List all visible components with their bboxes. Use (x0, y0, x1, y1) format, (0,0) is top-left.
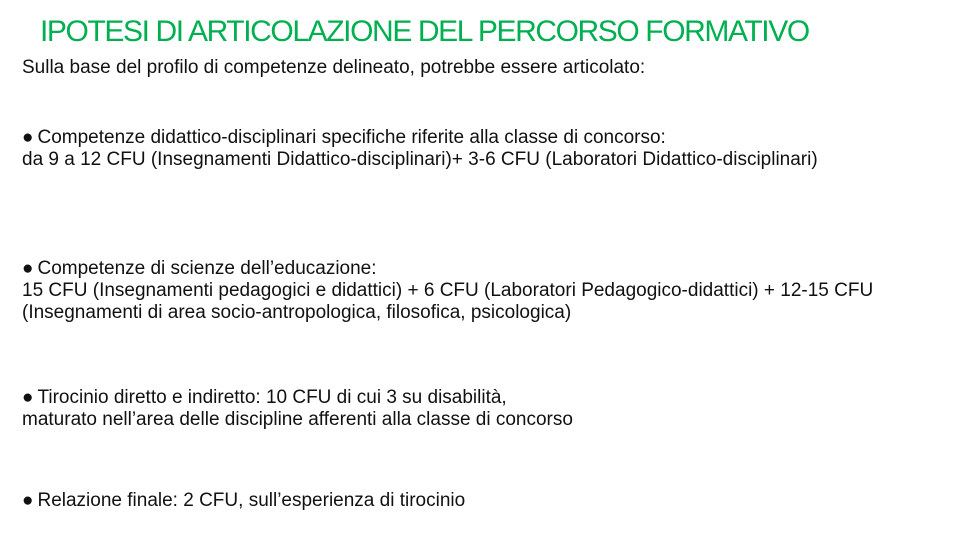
bullet-icon: ● (22, 490, 34, 511)
item-heading-text: Competenze di scienze dell’educazione: (37, 258, 377, 279)
item-heading (22, 258, 947, 280)
list-item (22, 387, 947, 431)
item-heading (22, 127, 947, 149)
item-heading-text: Competenze didattico-disciplinari specifiche riferite alla classe di concorso: (37, 127, 666, 148)
bullet-icon: ● (22, 258, 34, 279)
bullet-icon: ● (22, 387, 34, 408)
list-item (22, 490, 947, 512)
slide-title: IPOTESI DI ARTICOLAZIONE DEL PERCORSO FORMATIVO (40, 15, 809, 48)
item-heading-text: Tirocinio diretto e indiretto: 10 CFU di cui 3 su disabilità, (37, 387, 507, 408)
bullet-icon: ● (22, 127, 34, 148)
item-detail: da 9 a 12 CFU (Insegnamenti Didattico-disciplinari)+ 3-6 CFU (Laboratori Didattico-disciplinari) (22, 149, 818, 170)
intro-text: Sulla base del profilo di competenze delineato, potrebbe essere articolato: (22, 57, 646, 78)
item-detail: 15 CFU (Insegnamenti pedagogici e didattici) + 6 CFU (Laboratori Pedagogico-didattici) + 12-15 CFU (Insegnamenti di area socio-antropologica, filosofica, psicologica) (22, 280, 874, 323)
item-heading (22, 387, 947, 409)
item-heading-text: Relazione finale: 2 CFU, sull’esperienza di tirocinio (37, 490, 466, 511)
list-item (22, 127, 947, 171)
list-item (22, 258, 947, 324)
item-heading (22, 490, 947, 512)
item-detail: maturato nell’area delle discipline afferenti alla classe di concorso (22, 409, 573, 430)
